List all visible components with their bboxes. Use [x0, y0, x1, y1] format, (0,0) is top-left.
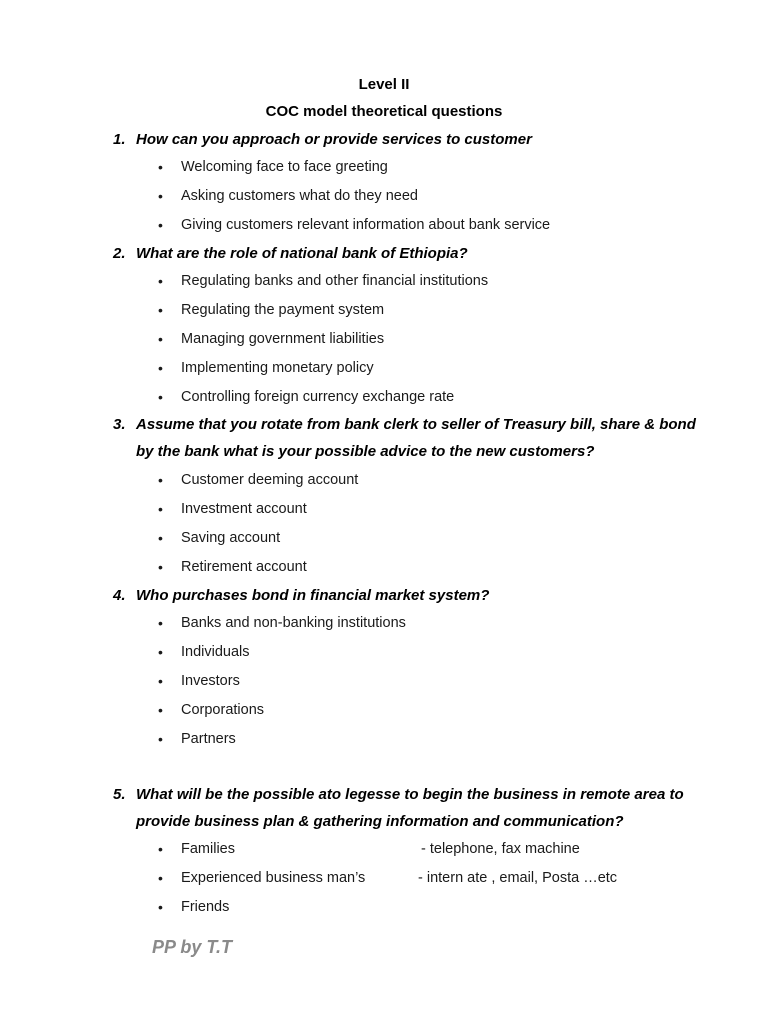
question-text: How can you approach or provide services to customer: [136, 131, 532, 148]
answer-text: Individuals: [181, 644, 250, 660]
question-text-line-2: by the bank what is your possible advice to the new customers?: [136, 443, 595, 460]
side-note: - intern ate , email, Posta …etc: [418, 870, 618, 886]
question-text: What are the role of national bank of Ethiopia?: [136, 245, 468, 262]
bullet-icon: •: [158, 501, 163, 517]
bullet-icon: •: [158, 389, 163, 405]
bullet-icon: •: [158, 302, 163, 318]
answer-text: Regulating banks and other financial institutions: [181, 273, 489, 289]
side-note: - telephone, fax machine: [421, 841, 580, 857]
bullet-icon: •: [158, 472, 163, 488]
answer-text: Implementing monetary policy: [181, 360, 374, 376]
bullet-icon: •: [158, 870, 163, 886]
answer-text: Saving account: [181, 530, 281, 546]
answer-text: Asking customers what do they need: [181, 188, 418, 204]
bullet-icon: •: [158, 841, 163, 857]
question-text-line-2: provide business plan & gathering information and communication?: [136, 813, 624, 830]
question-1: [113, 126, 713, 153]
bullet-icon: •: [158, 188, 163, 204]
bullet-icon: •: [158, 899, 163, 915]
answer-text: Corporations: [181, 702, 265, 718]
bullet-icon: •: [158, 159, 163, 175]
answer-text: Investors: [181, 673, 240, 689]
answer-text: Friends: [181, 899, 230, 915]
bullet-icon: •: [158, 673, 163, 689]
bullet-icon: •: [158, 217, 163, 233]
question-number: 5.: [113, 786, 126, 803]
bullet-icon: •: [158, 559, 163, 575]
bullet-icon: •: [158, 530, 163, 546]
answer-text: Investment account: [181, 501, 307, 517]
answer-text: Partners: [181, 731, 236, 747]
answer-text: Experienced business man’s: [181, 870, 366, 886]
question-4: [113, 582, 713, 609]
question-number: 4.: [113, 587, 126, 604]
answer-text: Welcoming face to face greeting: [181, 159, 388, 175]
question-number: 1.: [113, 131, 126, 148]
question-text-line-1: What will be the possible ato legesse to begin the business in remote area to: [136, 786, 684, 803]
answer-text: Giving customers relevant information about bank service: [181, 217, 551, 233]
question-2: [113, 240, 713, 267]
question-text: Who purchases bond in financial market system?: [136, 587, 490, 604]
answer-text: Managing government liabilities: [181, 331, 385, 347]
bullet-icon: •: [158, 360, 163, 376]
question-5: [113, 781, 713, 835]
bullet-icon: •: [158, 731, 163, 747]
bullet-icon: •: [158, 331, 163, 347]
answer-text: Controlling foreign currency exchange rate: [181, 389, 455, 405]
document-subtitle: COC model theoretical questions: [265, 103, 503, 120]
answer-text: Retirement account: [181, 559, 307, 575]
footer-credit: PP by T.T: [152, 937, 233, 957]
bullet-icon: •: [158, 615, 163, 631]
question-3: [113, 411, 713, 465]
question-number: 2.: [113, 245, 126, 262]
question-number: 3.: [113, 416, 126, 433]
answer-text: Customer deeming account: [181, 472, 359, 488]
question-text-line-1: Assume that you rotate from bank clerk to seller of Treasury bill, share & bond: [136, 416, 696, 433]
bullet-icon: •: [158, 644, 163, 660]
answer-text: Families: [181, 841, 235, 857]
bullet-icon: •: [158, 273, 163, 289]
level-heading: Level II: [358, 76, 410, 93]
answer-text: Regulating the payment system: [181, 302, 385, 318]
answer-text: Banks and non-banking institutions: [181, 615, 406, 631]
bullet-icon: •: [158, 702, 163, 718]
